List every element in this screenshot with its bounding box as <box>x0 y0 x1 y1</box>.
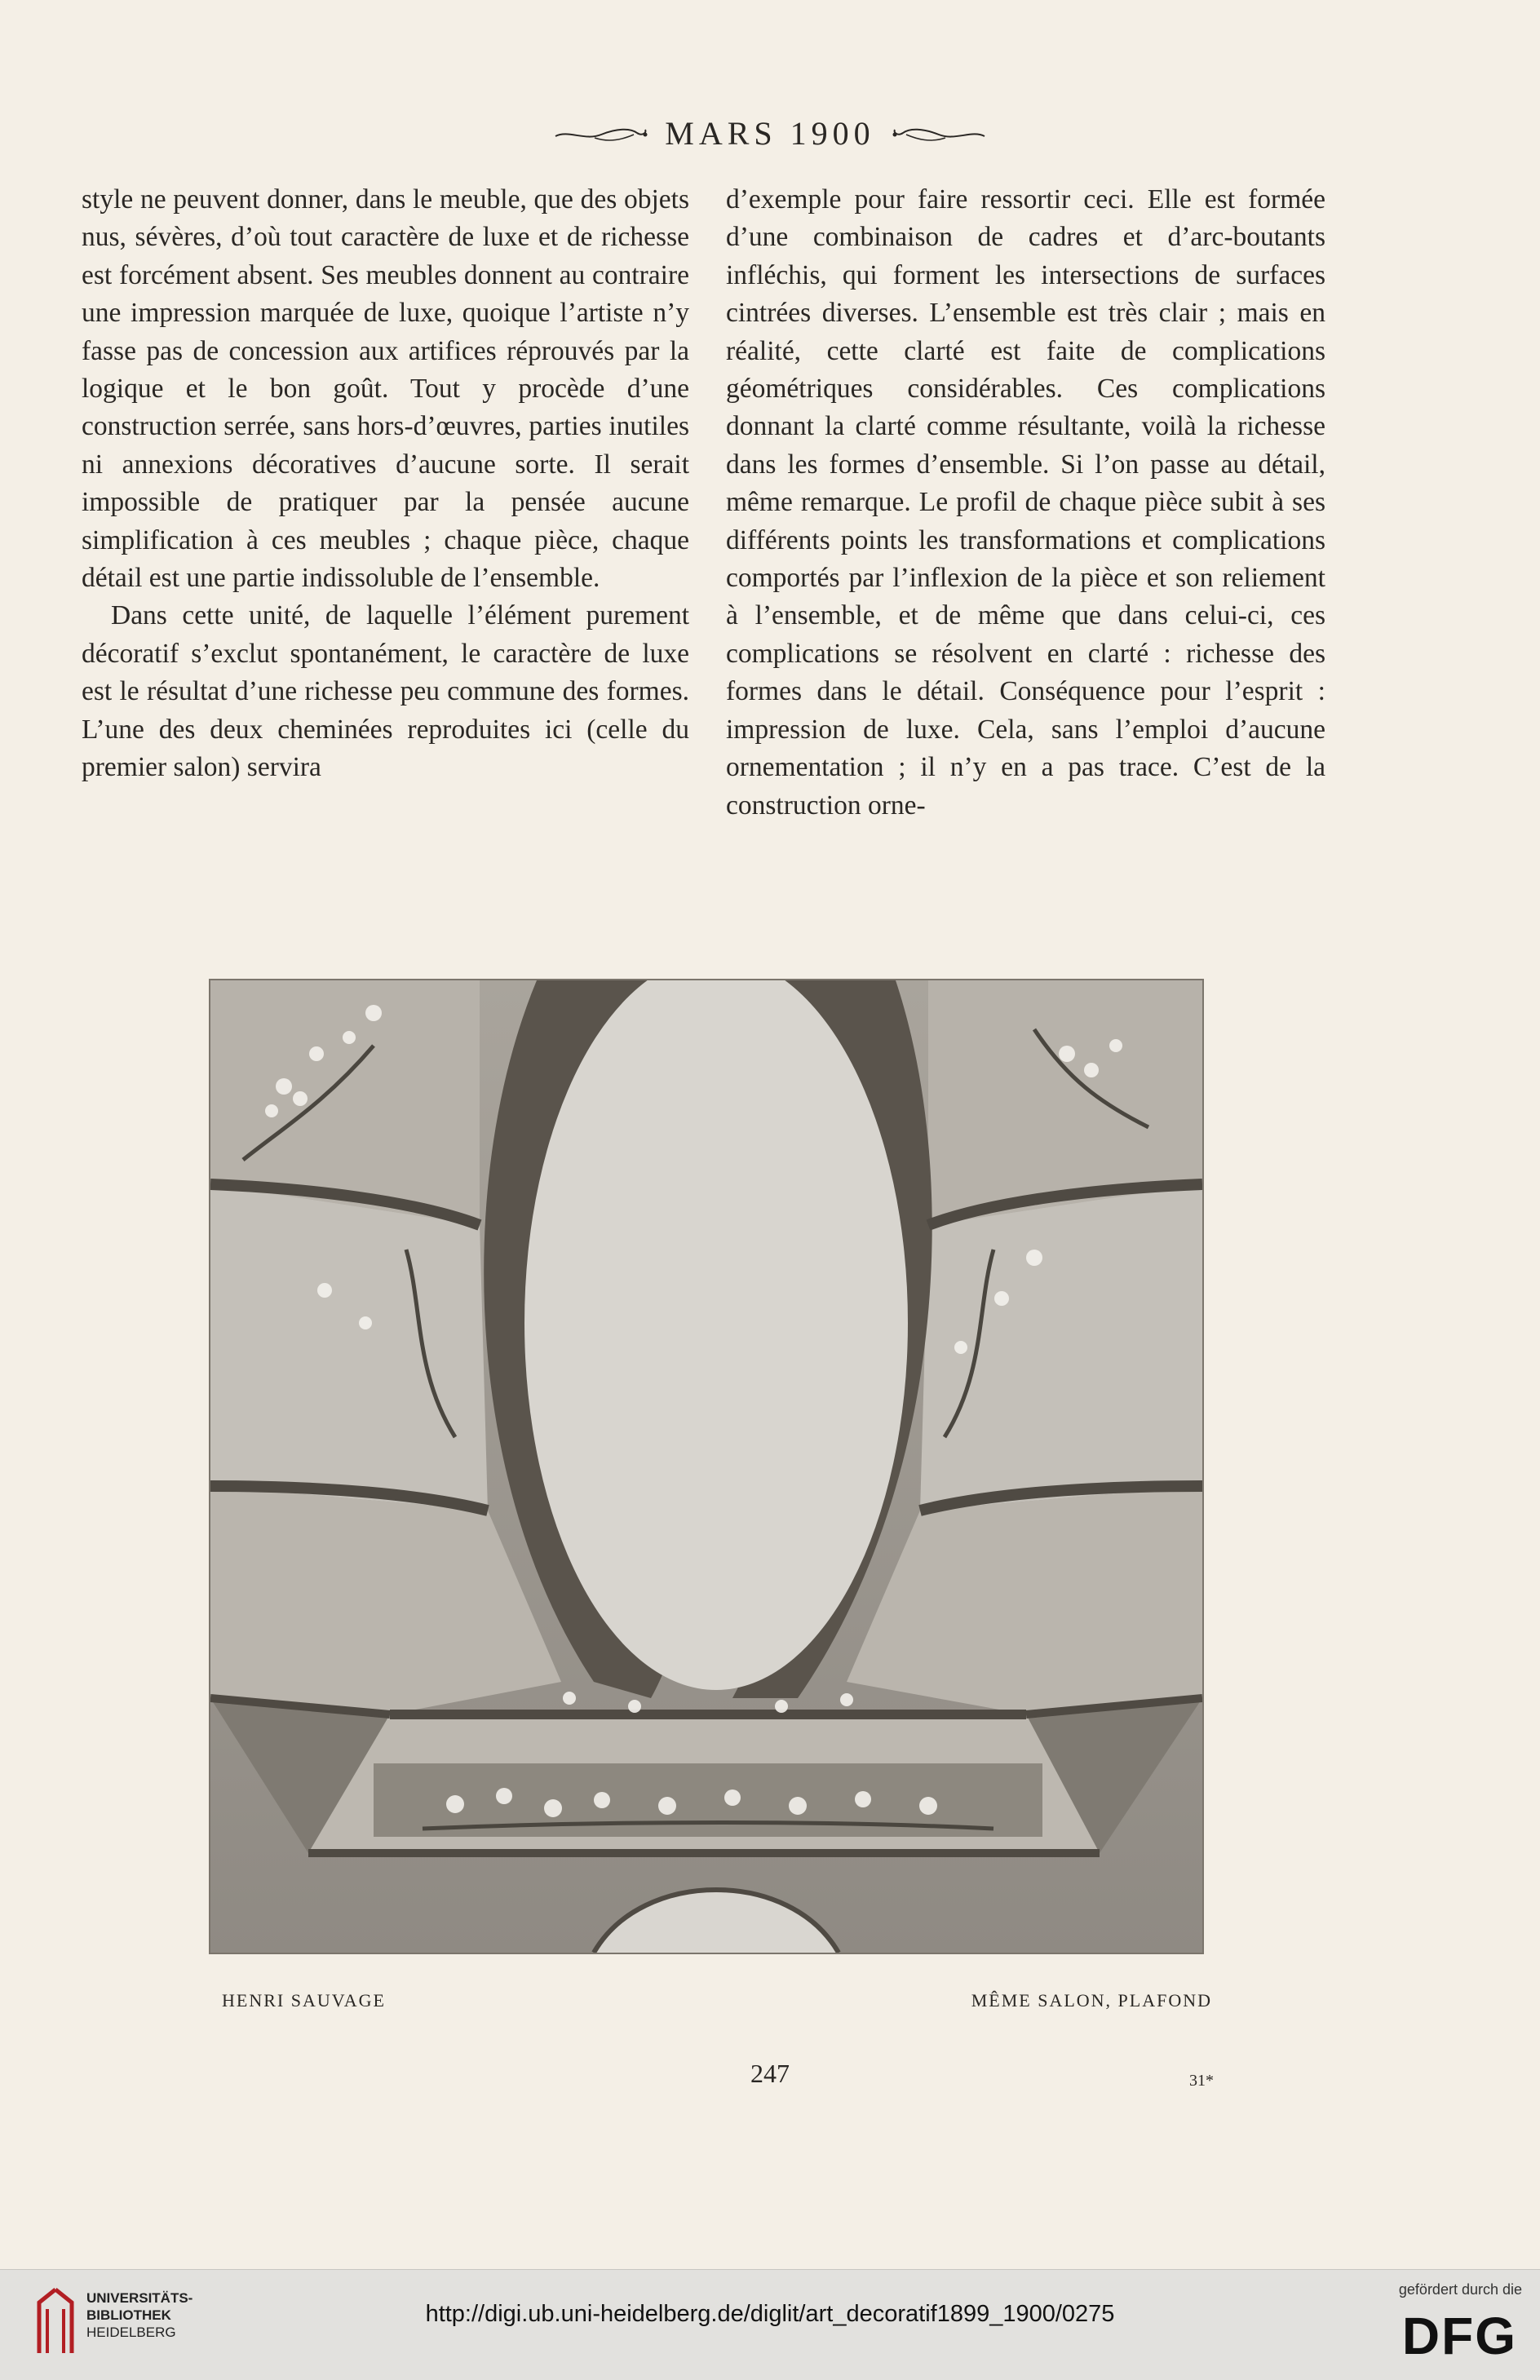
header-title: MARS 1900 <box>665 115 875 152</box>
left-ornament-icon <box>552 123 650 144</box>
funder-note: gefördert durch die <box>1398 2281 1522 2298</box>
caption-title: MÊME SALON, PLAFOND <box>971 1990 1212 2011</box>
paragraph: style ne peuvent donner, dans le meuble, que des objets nus, sévères, d’où tout caractère de luxe et de richesse est forcément absent. Ses meubles donnent au contraire une impression marquée de luxe, quoique l’artiste n’y fasse pas de concession aux artifices réprouvés par la logique et le bon goût. Tout y procède d’une construction serrée, sans hors-d’œuvres, parties inutiles ni annexions décoratives d’aucune sorte. Il serait impossible de pratiquer par la pensée aucune simplification à ces meubles ; chaque pièce, chaque détail est une partie indissoluble de l’ensemble. <box>82 184 689 594</box>
caption-artist: HENRI SAUVAGE <box>222 1990 386 2011</box>
digitization-footer <box>0 2269 1540 2380</box>
library-line: BIBLIOTHEK <box>86 2307 171 2323</box>
paragraph: Dans cette unité, de laquelle l’élément purement décoratif s’exclut spontanément, le caractère de luxe est le résultat d’une richesse peu commune des formes. L’une des deux cheminées reproduites ici (celle du premier salon) servira <box>82 600 689 783</box>
ceiling-plate-image <box>209 979 1204 1954</box>
library-line: UNIVERSITÄTS- <box>86 2290 193 2306</box>
running-header <box>0 114 1540 153</box>
right-ornament-icon <box>890 123 988 144</box>
funder-logo: DFG <box>1401 2307 1517 2365</box>
left-column <box>82 181 689 787</box>
page-number: 247 <box>750 2059 790 2088</box>
signature-mark: 31* <box>1189 2072 1214 2090</box>
permalink-url[interactable]: http://digi.ub.uni-heidelberg.de/diglit/art_decoratif1899_1900/0275 <box>425 2301 1115 2327</box>
library-line: HEIDELBERG <box>86 2325 176 2340</box>
right-column <box>726 181 1325 825</box>
paragraph: d’exemple pour faire ressortir ceci. Elle est formée d’une combinaison de cadres et d’arc-boutants infléchis, qui forment les intersections de surfaces cintrées diverses. L’ensemble est très clair ; mais en réalité, cette clarté est faite de complications géométriques considérables. Ces complications donnant la clarté comme résultante, voilà la richesse dans les formes d’ensemble. Si l’on passe au détail, même remarque. Le profil de chaque pièce subit à ses différents points les transformations et complications comportés par l’inflexion de la pièce et son reliement à l’ensemble, et de même que dans celui-ci, ces complications se résolvent en clarté : richesse des formes dans le détail. Conséquence pour l’esprit : impression de luxe. Cela, sans l’emploi d’aucune ornementation ; il n’y en a pas trace. C’est de la construction orne- <box>726 184 1325 821</box>
